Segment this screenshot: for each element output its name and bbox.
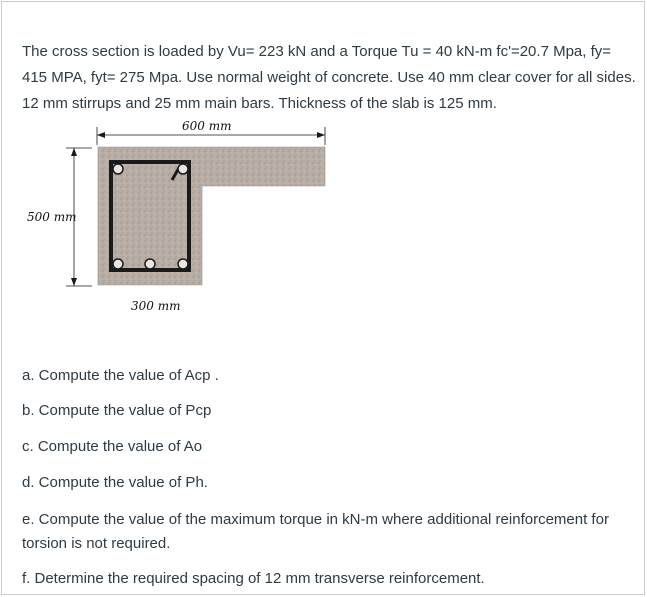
question-b: b. Compute the value of Pcp: [22, 402, 212, 419]
question-e: e. Compute the value of the maximum torque in kN-m where additional reinforcement for torsion is not required.: [22, 511, 609, 552]
concrete-section: [98, 147, 325, 285]
question-f: f. Determine the required spacing of 12 mm transverse reinforcement.: [22, 570, 485, 587]
web-width-label: 300 mm: [131, 299, 181, 313]
width-label: 600 mm: [182, 119, 232, 133]
question-c: c. Compute the value of Ao: [22, 438, 203, 455]
height-label: 500 mm: [27, 210, 77, 224]
cross-section-figure: [0, 110, 647, 325]
problem-statement: The cross section is loaded by Vu= 223 kN and a Torque Tu = 40 kN-m fc'=20.7 Mpa, fy= 415 MPA, fyt= 275 Mpa. Use normal weight of concrete. Use 40 mm clear cover for all sides. 12 mm stirrups and 25 mm main bars. Thickness of the slab is 125 mm.: [22, 43, 636, 112]
question-a: a. Compute the value of Acp .: [22, 367, 219, 384]
question-d: d. Compute the value of Ph.: [22, 474, 208, 491]
